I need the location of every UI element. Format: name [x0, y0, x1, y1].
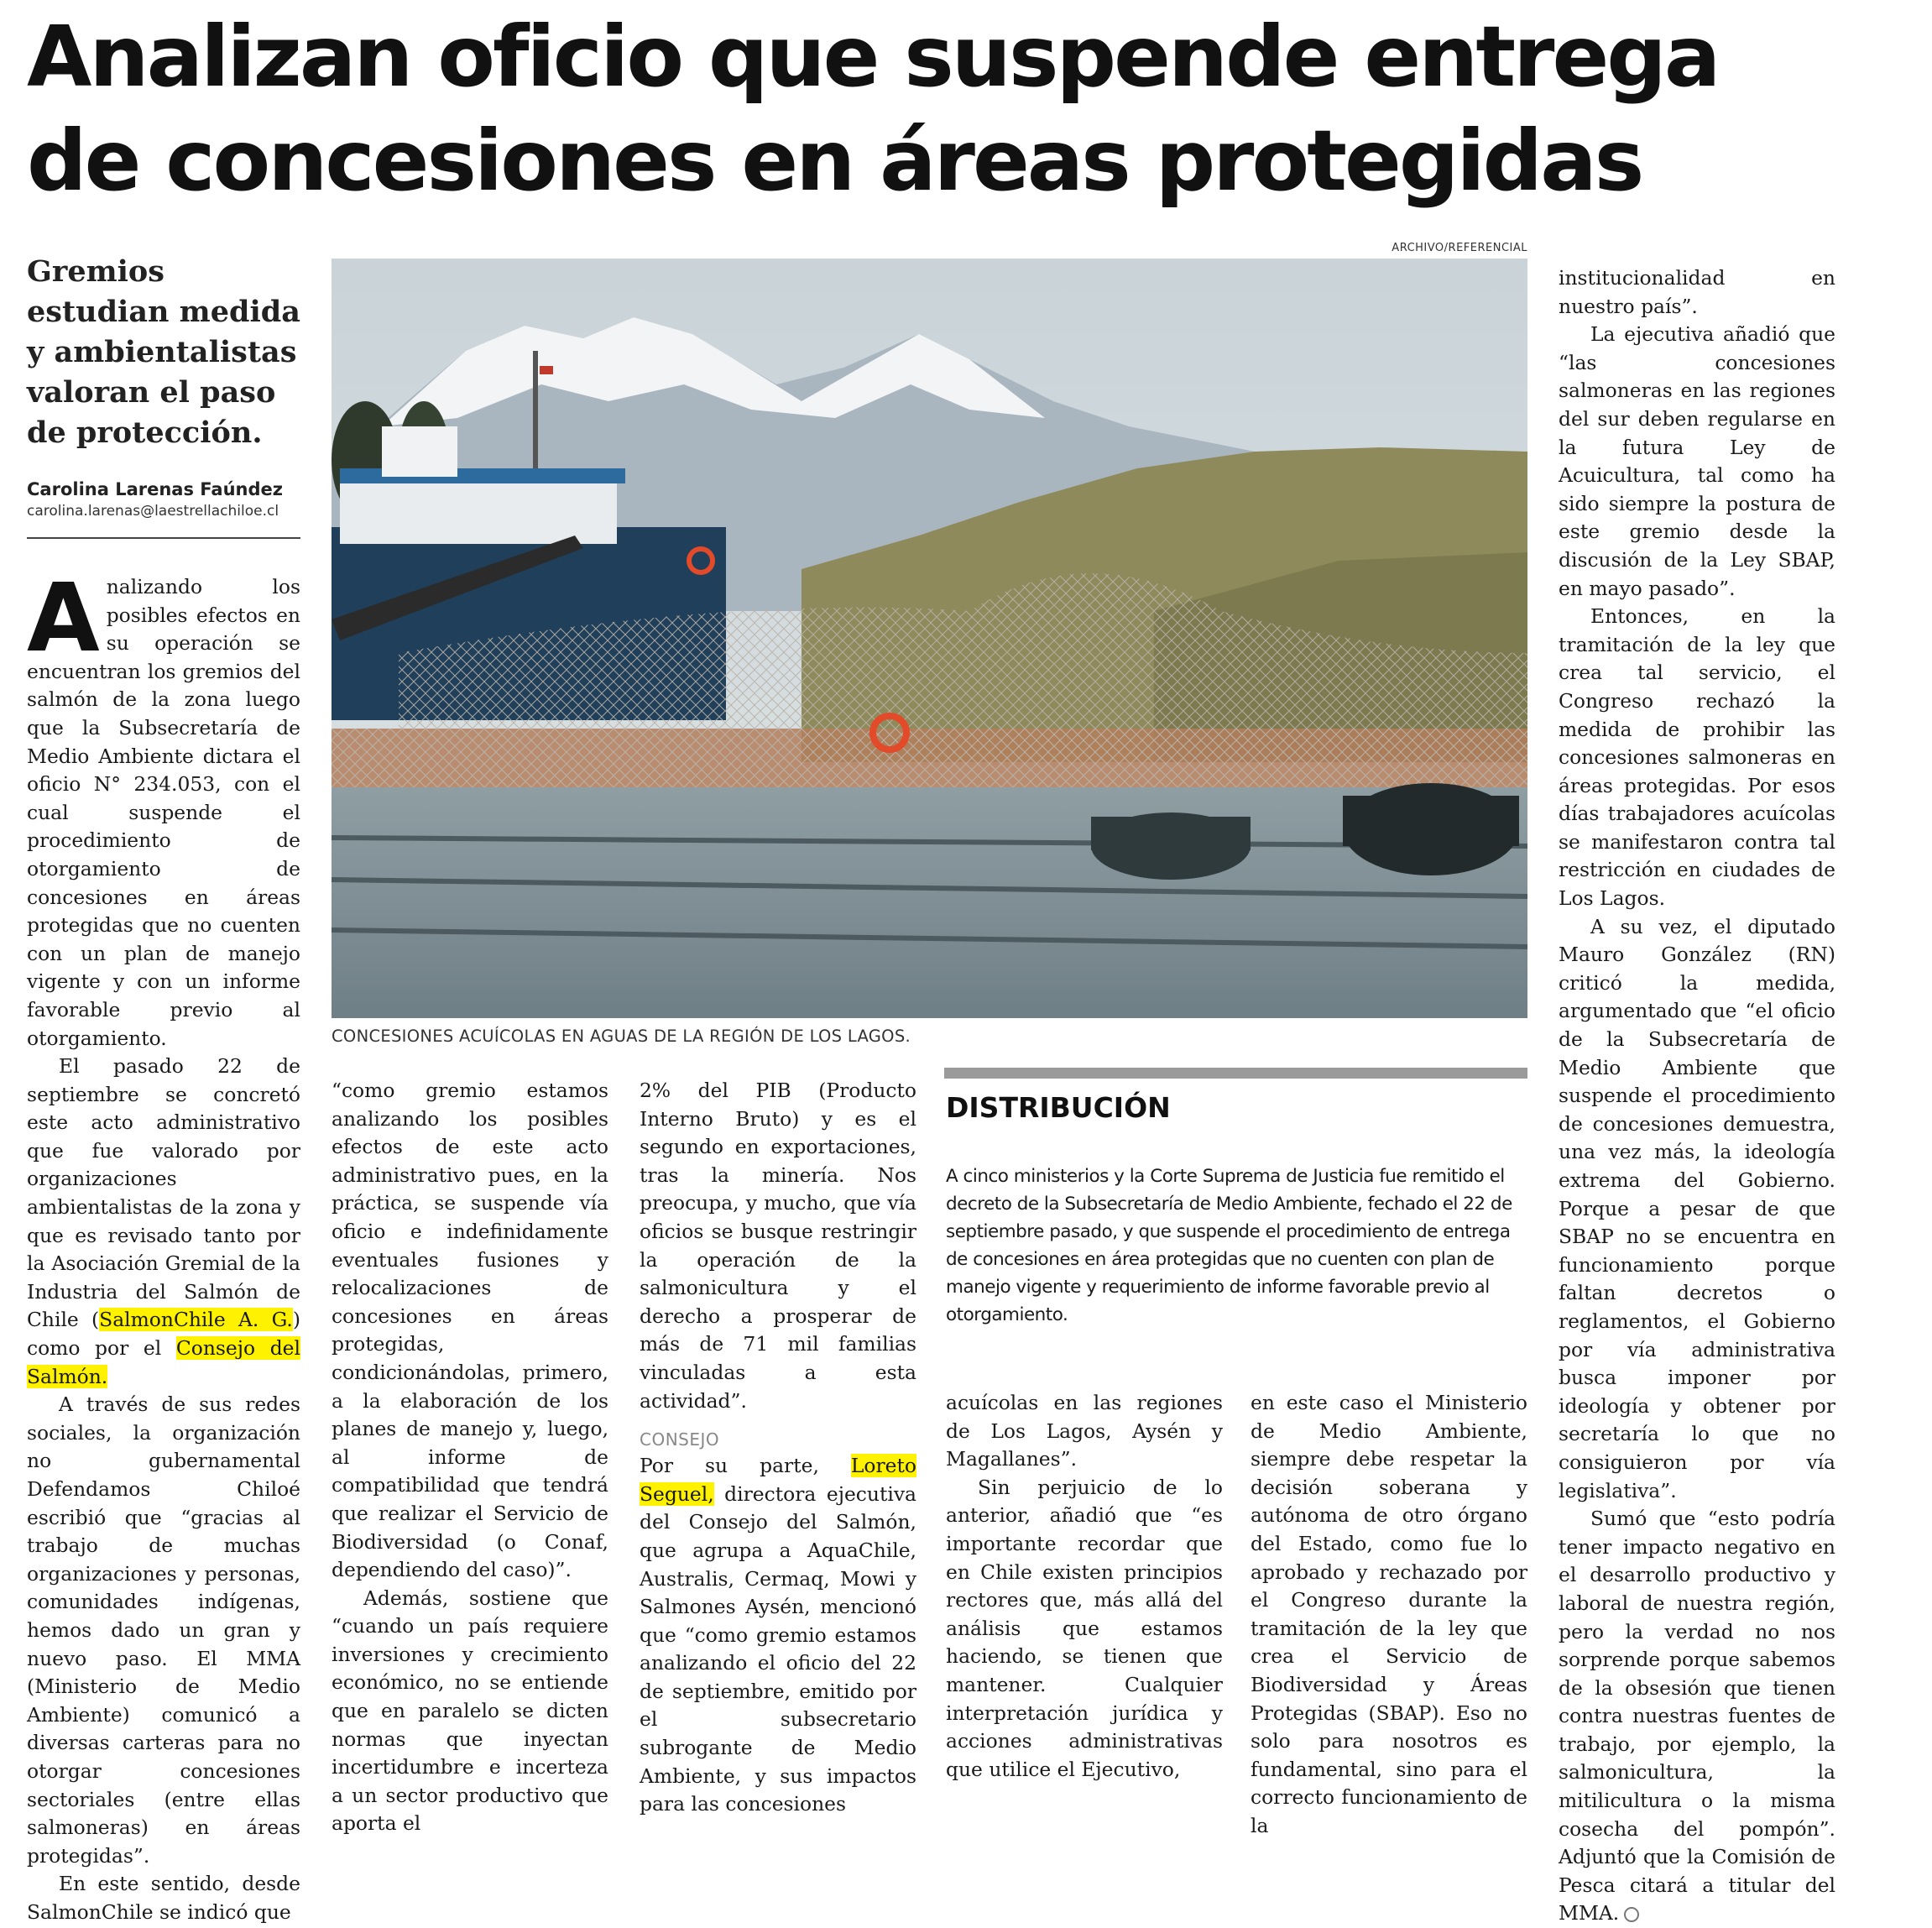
- article-subhead: Gremios estudian medida y ambientalistas valoran el paso de protección.: [27, 254, 300, 450]
- article-photo: [332, 259, 1527, 1018]
- article-column-5: [1251, 1389, 1527, 1837]
- article-headline: [27, 5, 1907, 213]
- paragraph: “como gremio estamos analizando los posibles efectos de este acto administrativo pues, en la práctica, se suspende vía oficio e indefinidamente eventuales fusiones y relocalizaciones de concesiones en áreas protegidas, condicionándolas, primero, a la elaboración de los planes de manejo y, luego, al informe de compatibilidad que tendrá que realizar el Servicio de Biodiversidad (o Conaf, dependiendo del caso)”.: [332, 1079, 608, 1582]
- paragraph: Por su parte, Loreto Seguel, directora ejecutiva del Consejo del Salmón, que agrupa a AquaChile, Australis, Cermaq, Mowi y Salmones Aysén, mencionó que “como gremio estamos analizando el oficio del 22 de septiembre, emitido por el subsecretario subrogante de Medio Ambiente, y sus impactos para las concesiones: [640, 1454, 916, 1816]
- paragraph: Además, sostiene que “cuando un país requiere inversiones y crecimiento económico, no se entiende que en paralelo se dicten normas que inyectan incertidumbre e incerteza a un sector productivo que aporta el: [332, 1586, 608, 1836]
- byline-divider: [27, 537, 300, 539]
- article-column-1: [27, 564, 301, 1924]
- sidebar-top-bar: [944, 1068, 1527, 1079]
- paragraph: institucionalidad en nuestro país”.: [1559, 266, 1835, 318]
- salmon-farm-illustration: [332, 259, 1527, 1018]
- paragraph: Sin perjuicio de lo anterior, añadió que “es importante recordar que en Chile existen principios rectores que, más allá del análisis que estamos haciendo, se tienen que mantener. Cualquier interpretación jurídica y acciones administrativas que utilice el Ejecutivo,: [946, 1475, 1223, 1781]
- section-kicker: CONSEJO: [640, 1429, 720, 1450]
- headline-line-1: Analizan oficio que suspende entrega: [27, 8, 1719, 106]
- article-column-2: [332, 1077, 608, 1836]
- byline: [27, 478, 304, 522]
- author-name: Carolina Larenas Faúndez: [27, 479, 283, 499]
- paragraph: Entonces, en la tramitación de la ley que crea tal servicio, el Congreso rechazó la medida de prohibir las concesiones salmoneras en áreas protegidas. Por esos días trabajadores acuícolas se manifestaron contra tal restricción en ciudades de Los Lagos.: [1559, 604, 1835, 911]
- photo-credit: ARCHIVO/REFERENCIAL: [1392, 242, 1527, 254]
- photo-caption: CONCESIONES ACUÍCOLAS EN AGUAS DE LA REGIÓN DE LOS LAGOS.: [332, 1027, 911, 1046]
- headline-line-2: de concesiones en áreas protegidas: [27, 112, 1642, 210]
- drop-cap: A: [27, 564, 100, 673]
- paragraph: Sumó que “esto podría tener impacto negativo en el desarrollo productivo y laboral de nuestra región, pero la verdad no nos sorprende porque sabemos de la obsesión que tienen contra nuestras fuentes de trabajo, por ejemplo, la salmonicultura, la mitilicultura o la misma cosecha del pompón”. Adjuntó que la Comisión de Pesca citará a titular del MMA.: [1559, 1507, 1835, 1925]
- author-email: carolina.larenas@laestrellachiloe.cl: [27, 503, 279, 520]
- article-column-3: [640, 1077, 916, 1816]
- paragraph: en este caso el Ministerio de Medio Ambiente, siempre debe respetar la decisión soberana y autónoma de otro órgano del Estado, como fue lo aprobado y rechazado por el Congreso durante la tramitación de la ley que crea el Servicio de Biodiversidad y Áreas Protegidas (SBAP). Eso no solo para nosotros es fundamental, sino para el correcto funcionamiento de la: [1251, 1391, 1527, 1837]
- highlight-loreto-seguel: Loreto Seguel,: [640, 1454, 916, 1506]
- sidebar-title: DISTRIBUCIÓN: [946, 1091, 1171, 1124]
- paragraph: acuícolas en las regiones de Los Lagos, Aysén y Magallanes”.: [946, 1391, 1223, 1471]
- paragraph: Analizando los posibles efectos en su operación se encuentran los gremios del salmón de la zona luego que la Subsecretaría de Medio Ambiente dictara el oficio N° 234.053, con el cual suspende el procedimiento de otorgamiento de concesiones en áreas protegidas que no cuenten con un plan de manejo vigente y con un informe favorable previo al otorgamiento.: [27, 564, 300, 1050]
- paragraph: A su vez, el diputado Mauro González (RN) criticó la medida, argumentado que “el oficio de la Subsecretaría de Medio Ambiente que suspende el procedimiento de concesiones demuestra, una vez más, la ideología extrema del Gobierno. Porque a pesar de que SBAP no se encuentra en funcionamiento porque faltan decretos o reglamentos, el Gobierno por vía administrativa busca imponer por ideología y obtener por secretaría lo que no consiguieron por vía legislativa”.: [1559, 914, 1835, 1502]
- article-column-4: [946, 1389, 1223, 1781]
- end-mark-icon: [1624, 1907, 1639, 1922]
- article-column-6: [1559, 264, 1835, 1925]
- paragraph: En este sentido, desde SalmonChile se indicó que: [27, 1872, 300, 1924]
- sidebar-text: A cinco ministerios y la Corte Suprema de Justicia fue remitido el decreto de la Subsecretaría de Medio Ambiente, fechado el 22 de septiembre pasado, y que suspende el procedimiento de entrega de concesiones en área protegidas que no cuenten con plan de manejo vigente y requerimiento de informe favorable previo al otorgamiento.: [946, 1166, 1512, 1325]
- highlight-consejo-salmon: Consejo del Salmón.: [27, 1336, 300, 1388]
- highlight-salmonchile: SalmonChile A. G.: [99, 1308, 293, 1332]
- paragraph: El pasado 22 de septiembre se concretó este acto administrativo que fue valorado por organizaciones ambientalistas de la zona y que es revisado tanto por la Asociación Gremial de la Industria del Salmón de Chile (SalmonChile A. G.) como por el Consejo del Salmón.: [27, 1054, 301, 1388]
- paragraph: A través de sus redes sociales, la organización no gubernamental Defendamos Chiloé escribió que “gracias al trabajo de muchas organizaciones y personas, comunidades indígenas, hemos dado un gran y nuevo paso. El MMA (Ministerio de Medio Ambiente) comunicó a diversas carteras para no otorgar concesiones sectoriales (entre ellas salmoneras) en áreas protegidas”.: [27, 1392, 300, 1868]
- paragraph: La ejecutiva añadió que “las concesiones salmoneras en las regiones del sur deben regularse en la futura Ley de Acuicultura, tal como ha sido siempre la postura de este gremio desde la discusión de la Ley SBAP, en mayo pasado”.: [1559, 322, 1835, 600]
- paragraph: 2% del PIB (Producto Interno Bruto) y es el segundo en exportaciones, tras la minería. Nos preocupa, y mucho, que vía oficios se busque restringir la operación de la salmonicultura y el derecho a prosperar de más de 71 mil familias vinculadas a esta actividad”.: [640, 1079, 916, 1413]
